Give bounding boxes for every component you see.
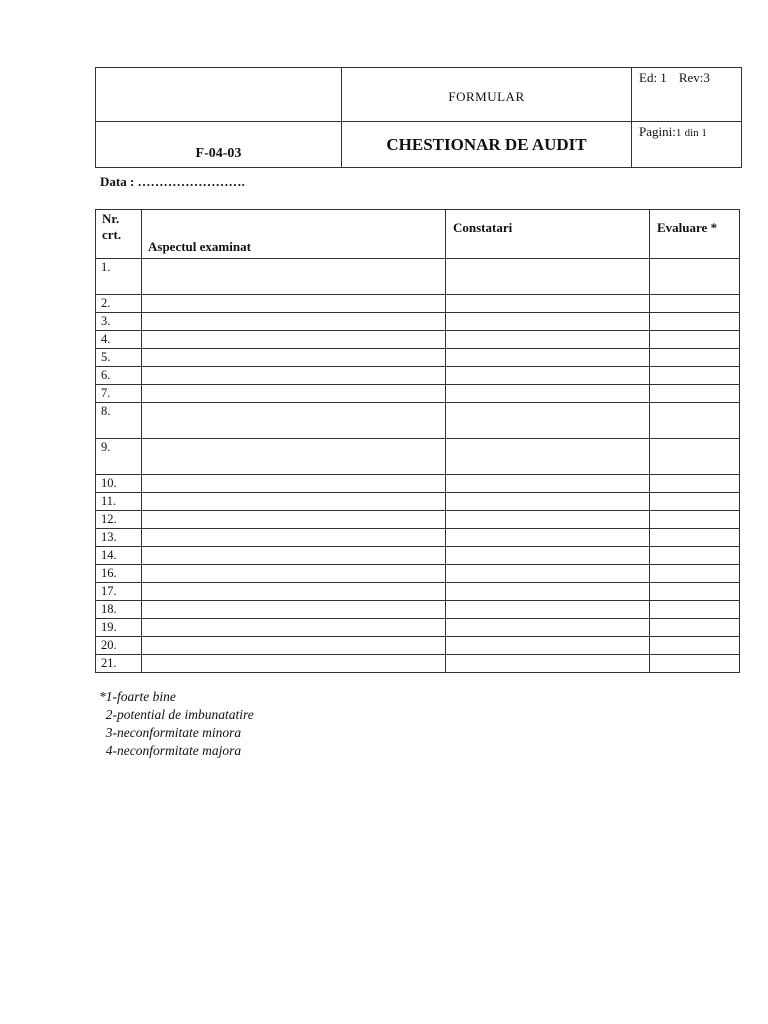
- audit-questionnaire-table: [95, 209, 740, 673]
- table-row: [96, 403, 740, 439]
- table-row: [96, 601, 740, 619]
- row-number: 10.: [96, 475, 142, 493]
- findings-cell[interactable]: [446, 403, 650, 439]
- table-row: [96, 475, 740, 493]
- header-empty-cell: [96, 68, 342, 122]
- findings-cell[interactable]: [446, 637, 650, 655]
- table-row: [96, 511, 740, 529]
- evaluation-cell[interactable]: [650, 385, 740, 403]
- evaluation-cell[interactable]: [650, 295, 740, 313]
- aspect-cell[interactable]: [142, 619, 446, 637]
- evaluation-cell[interactable]: [650, 259, 740, 295]
- row-number: 9.: [96, 439, 142, 475]
- evaluation-legend: [99, 688, 254, 760]
- aspect-cell[interactable]: [142, 439, 446, 475]
- row-number: 16.: [96, 565, 142, 583]
- row-number: 8.: [96, 403, 142, 439]
- form-title: CHESTIONAR DE AUDIT: [342, 122, 632, 168]
- form-code: F-04-03: [96, 122, 342, 168]
- row-number: 12.: [96, 511, 142, 529]
- table-row: [96, 619, 740, 637]
- legend-item: 4-neconformitate majora: [99, 743, 242, 758]
- legend-item: 2-potential de imbunatatire: [99, 707, 254, 722]
- findings-cell[interactable]: [446, 565, 650, 583]
- pages-of: din 1: [684, 127, 707, 139]
- table-row: [96, 313, 740, 331]
- aspect-cell[interactable]: [142, 349, 446, 367]
- table-row: [96, 259, 740, 295]
- evaluation-cell[interactable]: [650, 439, 740, 475]
- table-row: [96, 385, 740, 403]
- findings-cell[interactable]: [446, 439, 650, 475]
- findings-cell[interactable]: [446, 601, 650, 619]
- table-row: [96, 583, 740, 601]
- date-field: Data : …………………….: [100, 174, 245, 189]
- form-label: FORMULAR: [342, 68, 632, 122]
- table-row: [96, 367, 740, 385]
- edition-revision-cell: [632, 68, 742, 122]
- aspect-cell[interactable]: [142, 583, 446, 601]
- row-number: 5.: [96, 349, 142, 367]
- column-header-findings: Constatari: [446, 210, 650, 259]
- row-number: 17.: [96, 583, 142, 601]
- findings-cell[interactable]: [446, 349, 650, 367]
- row-number: 18.: [96, 601, 142, 619]
- aspect-cell[interactable]: [142, 403, 446, 439]
- evaluation-cell[interactable]: [650, 475, 740, 493]
- evaluation-cell[interactable]: [650, 331, 740, 349]
- pages-cell: [632, 122, 742, 168]
- form-header-table: [95, 67, 742, 168]
- table-row: [96, 493, 740, 511]
- evaluation-cell[interactable]: [650, 655, 740, 673]
- findings-cell[interactable]: [446, 619, 650, 637]
- evaluation-cell[interactable]: [650, 601, 740, 619]
- row-number: 1.: [96, 259, 142, 295]
- revision-label: Rev:3: [678, 70, 710, 85]
- row-number: 7.: [96, 385, 142, 403]
- findings-cell[interactable]: [446, 655, 650, 673]
- evaluation-cell[interactable]: [650, 529, 740, 547]
- column-header-nr: Nr. crt.: [96, 210, 142, 259]
- row-number: 21.: [96, 655, 142, 673]
- findings-cell[interactable]: [446, 313, 650, 331]
- row-number: 4.: [96, 331, 142, 349]
- evaluation-cell[interactable]: [650, 349, 740, 367]
- column-header-evaluation: Evaluare *: [650, 210, 740, 259]
- aspect-cell[interactable]: [142, 493, 446, 511]
- row-number: 13.: [96, 529, 142, 547]
- row-number: 2.: [96, 295, 142, 313]
- aspect-cell[interactable]: [142, 385, 446, 403]
- table-row: [96, 295, 740, 313]
- findings-cell[interactable]: [446, 511, 650, 529]
- evaluation-cell[interactable]: [650, 547, 740, 565]
- evaluation-cell[interactable]: [650, 619, 740, 637]
- findings-cell[interactable]: [446, 295, 650, 313]
- aspect-cell[interactable]: [142, 565, 446, 583]
- aspect-cell[interactable]: [142, 313, 446, 331]
- findings-cell[interactable]: [446, 367, 650, 385]
- table-row: [96, 439, 740, 475]
- evaluation-cell[interactable]: [650, 565, 740, 583]
- aspect-cell[interactable]: [142, 295, 446, 313]
- findings-cell[interactable]: [446, 547, 650, 565]
- legend-item: 3-neconformitate minora: [99, 725, 242, 740]
- table-body: [96, 259, 740, 673]
- aspect-cell[interactable]: [142, 259, 446, 295]
- row-number: 19.: [96, 619, 142, 637]
- evaluation-cell[interactable]: [650, 583, 740, 601]
- evaluation-cell[interactable]: [650, 637, 740, 655]
- table-row: [96, 655, 740, 673]
- findings-cell[interactable]: [446, 475, 650, 493]
- pages-label: Pagini:: [639, 124, 676, 139]
- table-row: [96, 565, 740, 583]
- row-number: 3.: [96, 313, 142, 331]
- aspect-cell[interactable]: [142, 601, 446, 619]
- aspect-cell[interactable]: [142, 547, 446, 565]
- table-row: [96, 547, 740, 565]
- evaluation-cell[interactable]: [650, 511, 740, 529]
- pages-current: 1: [675, 127, 682, 139]
- row-number: 20.: [96, 637, 142, 655]
- table-row: [96, 529, 740, 547]
- table-row: [96, 637, 740, 655]
- aspect-cell[interactable]: [142, 529, 446, 547]
- aspect-cell[interactable]: [142, 331, 446, 349]
- aspect-cell[interactable]: [142, 475, 446, 493]
- row-number: 14.: [96, 547, 142, 565]
- aspect-cell[interactable]: [142, 637, 446, 655]
- findings-cell[interactable]: [446, 385, 650, 403]
- edition-label: Ed: 1: [639, 70, 667, 85]
- findings-cell[interactable]: [446, 331, 650, 349]
- table-row: [96, 331, 740, 349]
- row-number: 6.: [96, 367, 142, 385]
- findings-cell[interactable]: [446, 529, 650, 547]
- evaluation-cell[interactable]: [650, 493, 740, 511]
- findings-cell[interactable]: [446, 583, 650, 601]
- table-row: [96, 349, 740, 367]
- legend-item: *1-foarte bine: [99, 689, 176, 704]
- aspect-cell[interactable]: [142, 367, 446, 385]
- findings-cell[interactable]: [446, 493, 650, 511]
- evaluation-cell[interactable]: [650, 367, 740, 385]
- evaluation-cell[interactable]: [650, 313, 740, 331]
- evaluation-cell[interactable]: [650, 403, 740, 439]
- row-number: 11.: [96, 493, 142, 511]
- findings-cell[interactable]: [446, 259, 650, 295]
- aspect-cell[interactable]: [142, 511, 446, 529]
- aspect-cell[interactable]: [142, 655, 446, 673]
- column-header-aspect: Aspectul examinat: [142, 210, 446, 259]
